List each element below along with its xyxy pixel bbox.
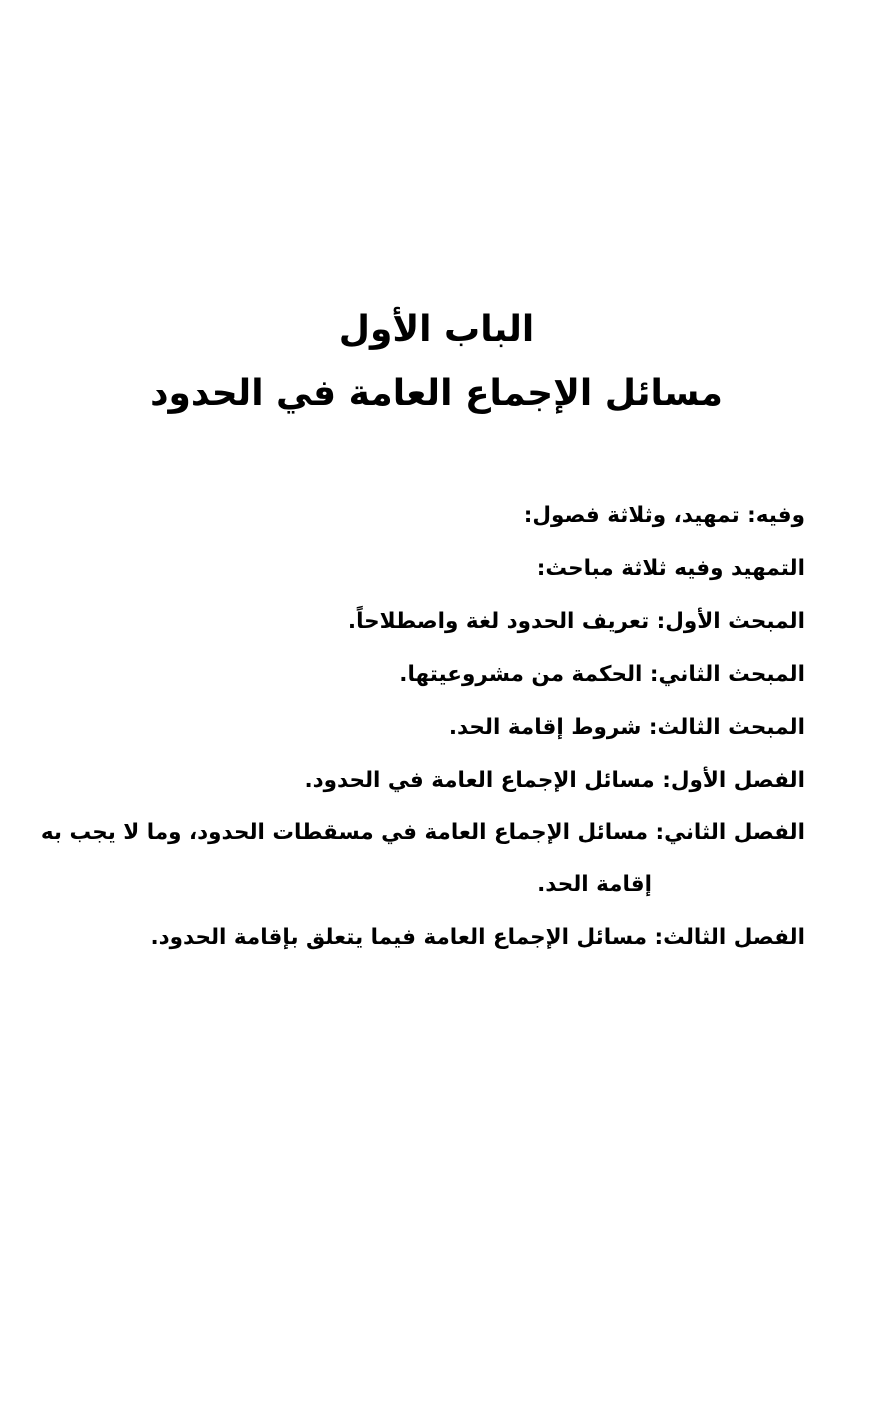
section-2-line: المبحث الثاني: الحكمة من مشروعيتها. xyxy=(399,662,805,687)
section-1-line: المبحث الأول: تعريف الحدود لغة واصطلاحاً. xyxy=(347,609,805,634)
intro-line: وفيه: تمهيد، وثلاثة فصول: xyxy=(523,503,805,528)
chapter-1-line: الفصل الأول: مسائل الإجماع العامة في الحدود. xyxy=(304,768,805,793)
contents-list xyxy=(25,489,805,964)
chapter-3-line: الفصل الثالث: مسائل الإجماع العامة فيما يتعلق بإقامة الحدود. xyxy=(150,925,805,950)
chapter-2-line xyxy=(25,807,805,911)
preface-line: التمهيد وفيه ثلاثة مباحث: xyxy=(536,556,805,581)
section-3-line: المبحث الثالث: شروط إقامة الحد. xyxy=(448,715,805,740)
part-title: مسائل الإجماع العامة في الحدود xyxy=(150,373,723,414)
chapter-2-line-first: الفصل الثاني: مسائل الإجماع العامة في مسقطات الحدود، وما لا يجب به xyxy=(40,820,805,845)
chapter-2-line-continuation: إقامة الحد. xyxy=(537,872,652,897)
part-heading: الباب الأول xyxy=(338,309,535,350)
